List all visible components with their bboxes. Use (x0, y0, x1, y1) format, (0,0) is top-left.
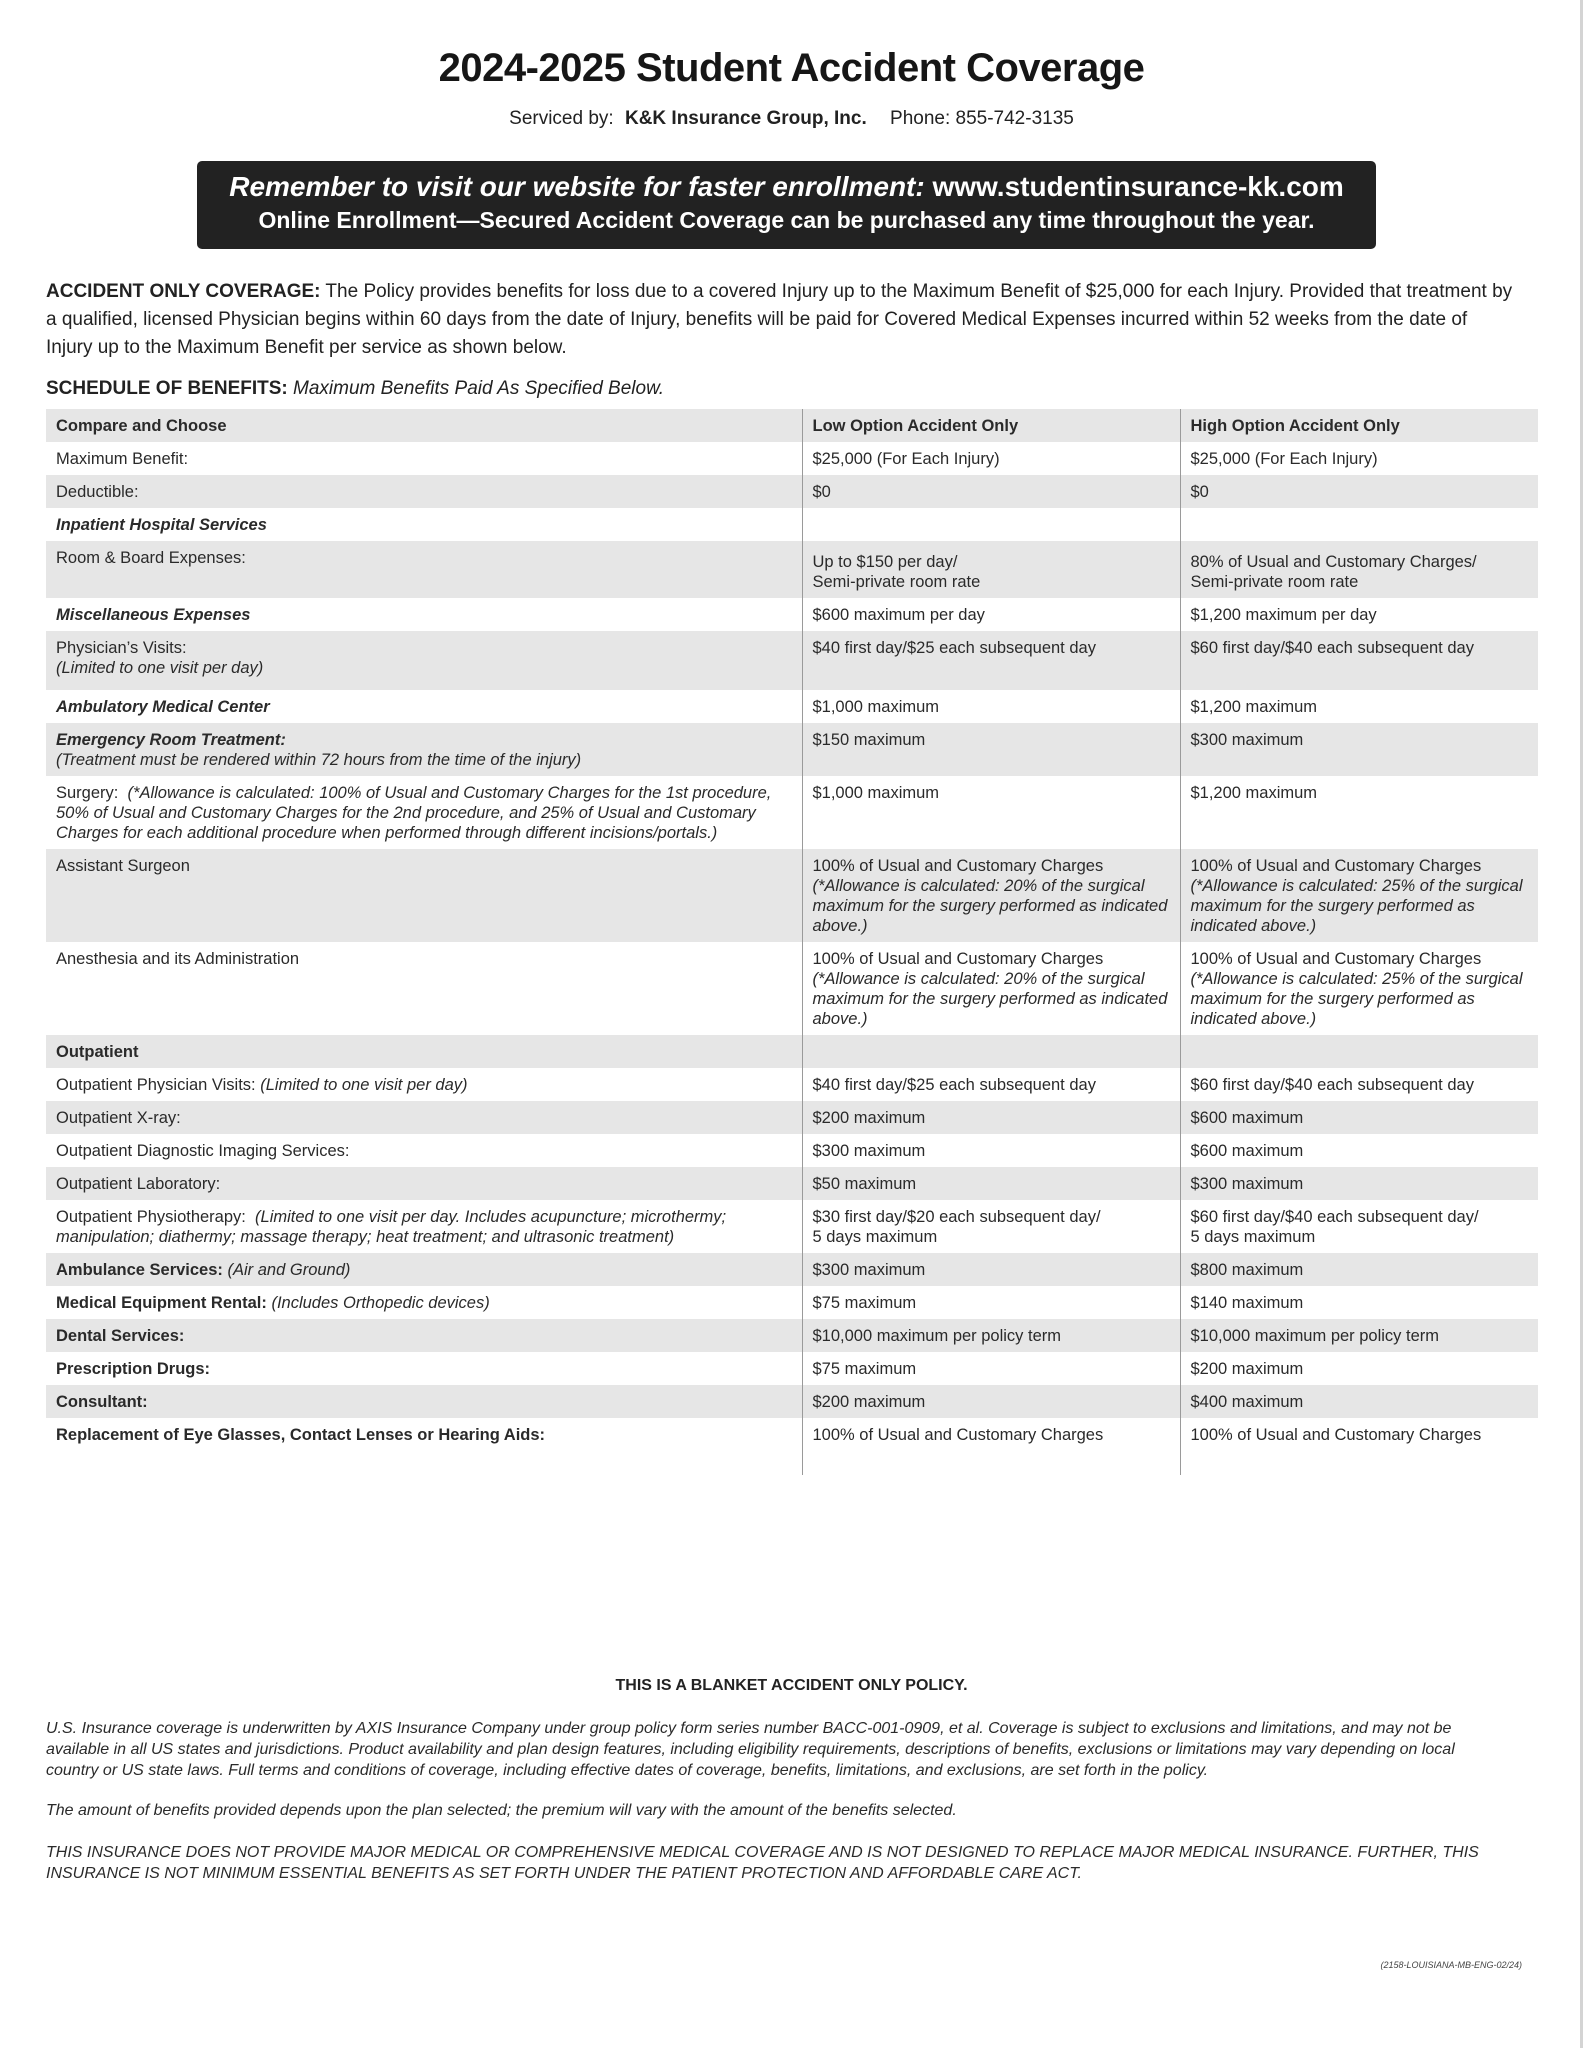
high-line-2: Semi-private room rate (1190, 573, 1359, 591)
low-line-1: 100% of Usual and Customary Charges (812, 857, 1104, 875)
high-value (1180, 1200, 1538, 1253)
header-compare: Compare and Choose (46, 409, 802, 442)
header-high-option: High Option Accident Only (1180, 409, 1538, 442)
row-label: Dental Services: (46, 1319, 802, 1352)
table-row (46, 631, 1538, 690)
high-value (1180, 541, 1538, 598)
section-label: Inpatient Hospital Services (56, 516, 267, 534)
table-row (46, 1167, 1538, 1200)
high-value: $25,000 (For Each Injury) (1190, 450, 1378, 468)
table-row (46, 942, 1538, 1035)
low-value (802, 1200, 1180, 1253)
high-line-1: 80% of Usual and Customary Charges/ (1190, 553, 1477, 571)
high-value: $300 maximum (1180, 1167, 1538, 1200)
low-line-1: Up to $150 per day/ (812, 553, 958, 571)
high-value: $800 maximum (1180, 1253, 1538, 1286)
table-row (46, 1253, 1538, 1286)
high-value: $0 (1180, 475, 1538, 508)
high-value (1180, 942, 1538, 1035)
high-value: $600 maximum (1180, 1101, 1538, 1134)
row-label: Consultant: (46, 1385, 802, 1418)
table-row (46, 1134, 1538, 1167)
low-line-2: Semi-private room rate (812, 573, 981, 591)
label-main: Surgery: (56, 784, 119, 802)
table-section-row (46, 690, 1538, 723)
label-main: Medical Equipment Rental: (56, 1294, 267, 1312)
label-main: Ambulance Services: (56, 1261, 223, 1279)
enrollment-banner (197, 161, 1376, 249)
label-note: (Air and Ground) (227, 1261, 351, 1279)
low-value: $1,000 maximum (802, 776, 1180, 849)
low-value: $150 maximum (802, 723, 1180, 776)
high-line-1: $60 first day/$40 each subsequent day/ (1190, 1208, 1479, 1226)
label-note: (Includes Orthopedic devices) (271, 1294, 490, 1312)
low-line-1: $30 first day/$20 each subsequent day/ (812, 1208, 1101, 1226)
low-value (802, 1035, 1180, 1068)
schedule-subtitle: Maximum Benefits Paid As Specified Below. (293, 378, 665, 399)
row-label (46, 1286, 802, 1319)
table-row (46, 849, 1538, 942)
benefits-table (46, 409, 1538, 1475)
banner-line-2: Online Enrollment—Secured Accident Coverage can be purchased any time throughout the year. (258, 207, 1315, 233)
row-label: Assistant Surgeon (46, 849, 802, 942)
row-label (46, 776, 802, 849)
label-note: (Limited to one visit per day) (260, 1076, 468, 1094)
tail-cell (1180, 1451, 1538, 1475)
section-label: Outpatient (46, 1035, 802, 1068)
label-main: Outpatient Physiotherapy: (56, 1208, 246, 1226)
banner-line-1 (197, 169, 1376, 205)
low-value: $75 maximum (802, 1286, 1180, 1319)
underwriting-disclaimer: U.S. Insurance coverage is underwritten by AXIS Insurance Company under group policy form series number BACC-001-0909, et al. Coverage is subject to exclusions and limitations, and may not be available in all US states and jurisdictions. Product availability and plan design features, including eligibility requirements, descriptions of benefits, exclusions or limitations may vary depending on local country or US state laws. Full terms and conditions of coverage, including effective dates of coverage, benefits, limitations, and exclusions, are set forth in the policy. (46, 1720, 1455, 1779)
table-row (46, 1319, 1538, 1352)
row-label: Anesthesia and its Administration (56, 950, 300, 968)
high-value: $400 maximum (1180, 1385, 1538, 1418)
row-label: Room & Board Expenses: (46, 541, 802, 598)
label-note: (Limited to one visit per day) (56, 659, 264, 677)
high-value: $600 maximum (1190, 1142, 1304, 1160)
phone-number: Phone: 855-742-3135 (890, 108, 1074, 129)
table-row (46, 475, 1538, 508)
low-value (802, 508, 1180, 541)
low-value: 100% of Usual and Customary Charges (802, 1418, 1180, 1451)
table-header-row (46, 409, 1538, 442)
table-section-row (46, 598, 1538, 631)
page-title: 2024-2025 Student Accident Coverage (438, 46, 1145, 90)
high-value (1180, 1035, 1538, 1068)
high-note: (*Allowance is calculated: 25% of the surgical maximum for the surgery performed as indicated above.) (1190, 970, 1523, 1028)
table-row (46, 1068, 1538, 1101)
table-row (46, 442, 1538, 475)
low-value (802, 849, 1180, 942)
table-row (46, 776, 1538, 849)
intro-text: The Policy provides benefits for loss due to a covered Injury up to the Maximum Benefit of $25,000 for each Injury. Provided that treatment by a qualified, licensed Physician begins within 60 days from the date of Injury, benefits will be paid for Covered Medical Expenses incurred within 52 weeks from the date of Injury up to the Maximum Benefit per service as shown below. (46, 281, 1513, 358)
low-value: $600 maximum per day (802, 598, 1180, 631)
high-line-2: 5 days maximum (1190, 1228, 1316, 1246)
section-label: Ambulatory Medical Center (56, 698, 270, 716)
table-row (46, 1286, 1538, 1319)
row-label: Maximum Benefit: (56, 450, 189, 468)
low-value: $25,000 (For Each Injury) (802, 442, 1180, 475)
form-code: (2158-LOUISIANA-MB-ENG-02/24) (1380, 1960, 1522, 1970)
high-line-1: 100% of Usual and Customary Charges (1190, 950, 1482, 968)
low-value: $75 maximum (802, 1352, 1180, 1385)
section-label: Miscellaneous Expenses (56, 606, 251, 624)
label-main: Physician’s Visits: (56, 639, 187, 657)
website-link[interactable]: www.studentinsurance-kk.com (932, 171, 1344, 202)
row-label (46, 1068, 802, 1101)
table-row (46, 541, 1538, 598)
schedule-lead: SCHEDULE OF BENEFITS: (46, 378, 288, 399)
blanket-policy-notice: THIS IS A BLANKET ACCIDENT ONLY POLICY. (615, 1677, 968, 1694)
label-main: Outpatient Physician Visits: (56, 1076, 256, 1094)
high-value (1180, 508, 1538, 541)
label-note: (*Allowance is calculated: 100% of Usual and Customary Charges for the 1st procedure, 50% of Usual and Customary Charges for the 2nd procedure, and 25% of Usual and Customary Charges for each additional procedure when performed through different incisions/portals.) (56, 784, 772, 842)
high-value: $1,200 maximum (1190, 698, 1318, 716)
high-value: $1,200 maximum per day (1190, 606, 1377, 624)
high-value: $200 maximum (1190, 1360, 1304, 1378)
high-value: $10,000 maximum per policy term (1180, 1319, 1538, 1352)
row-label: Replacement of Eye Glasses, Contact Lenses or Hearing Aids: (56, 1426, 546, 1444)
low-note: (*Allowance is calculated: 20% of the surgical maximum for the surgery performed as indicated above.) (812, 970, 1168, 1028)
row-label (46, 1200, 802, 1253)
row-label: Outpatient Laboratory: (46, 1167, 802, 1200)
high-value: 100% of Usual and Customary Charges (1190, 1426, 1482, 1444)
table-row (46, 723, 1538, 776)
low-value: $0 (802, 475, 1180, 508)
schedule-heading (46, 378, 664, 400)
label-note: (Treatment must be rendered within 72 hours from the time of the injury) (56, 751, 582, 769)
low-value: $10,000 maximum per policy term (802, 1319, 1180, 1352)
header-low-option: Low Option Accident Only (802, 409, 1180, 442)
label-main: Emergency Room Treatment: (56, 731, 286, 749)
row-label: Prescription Drugs: (56, 1360, 211, 1378)
table-row (46, 1385, 1538, 1418)
row-label: Deductible: (46, 475, 802, 508)
row-label: Outpatient Diagnostic Imaging Services: (56, 1142, 350, 1160)
table-row (46, 1200, 1538, 1253)
low-line-2: 5 days maximum (812, 1228, 938, 1246)
tail-cell (802, 1451, 1180, 1475)
table-section-row (46, 1035, 1538, 1068)
high-value: $60 first day/$40 each subsequent day (1180, 631, 1538, 690)
low-line-1: 100% of Usual and Customary Charges (812, 950, 1104, 968)
low-value: $50 maximum (802, 1167, 1180, 1200)
high-note: (*Allowance is calculated: 25% of the surgical maximum for the surgery performed as indicated above.) (1190, 877, 1523, 935)
low-note: (*Allowance is calculated: 20% of the surgical maximum for the surgery performed as indicated above.) (812, 877, 1168, 935)
intro-lead: ACCIDENT ONLY COVERAGE: (46, 281, 321, 302)
low-value: $300 maximum (802, 1253, 1180, 1286)
row-label (46, 631, 802, 690)
banner-remind-text: Remember to visit our website for faster enrollment: (229, 171, 925, 202)
table-section-row (46, 508, 1538, 541)
low-value: $300 maximum (802, 1134, 1180, 1167)
label-note: (Limited to one visit per day. Includes acupuncture; microthermy; manipulation; diathermy; massage therapy; heat treatment; and ultrasonic treatment) (56, 1208, 727, 1246)
serviced-label: Serviced by: (509, 108, 614, 129)
low-value: $40 first day/$25 each subsequent day (802, 1068, 1180, 1101)
table-row (46, 1352, 1538, 1385)
low-value: $200 maximum (802, 1101, 1180, 1134)
low-value (802, 942, 1180, 1035)
low-value (802, 541, 1180, 598)
high-value: $60 first day/$40 each subsequent day (1190, 1076, 1474, 1094)
row-label (46, 723, 802, 776)
table-tail-row (46, 1451, 1538, 1475)
row-label (46, 1253, 802, 1286)
tail-cell (46, 1451, 802, 1475)
company-name: K&K Insurance Group, Inc. (624, 108, 867, 129)
high-value: $300 maximum (1180, 723, 1538, 776)
high-value: $1,200 maximum (1190, 784, 1318, 802)
high-value: $140 maximum (1190, 1294, 1304, 1312)
high-line-1: 100% of Usual and Customary Charges (1190, 857, 1482, 875)
accident-coverage-intro (46, 278, 1516, 362)
low-value: $1,000 maximum (802, 690, 1180, 723)
table-row (46, 1418, 1538, 1451)
table-row (46, 1101, 1538, 1134)
major-medical-disclaimer: THIS INSURANCE DOES NOT PROVIDE MAJOR MEDICAL OR COMPREHENSIVE MEDICAL COVERAGE AND IS NOT DESIGNED TO REPLACE MAJOR MEDICAL INSURANCE. FURTHER, THIS INSURANCE IS NOT MINIMUM ESSENTIAL BENEFITS AS SET FORTH UNDER THE PATIENT PROTECTION AND AFFORDABLE CARE ACT. (46, 1844, 1479, 1882)
row-label: Outpatient X-ray: (46, 1101, 802, 1134)
low-value: $40 first day/$25 each subsequent day (802, 631, 1180, 690)
benefits-amount-disclaimer: The amount of benefits provided depends upon the plan selected; the premium will vary with the amount of the benefits selected. (46, 1802, 957, 1819)
high-value (1180, 849, 1538, 942)
low-value: $200 maximum (802, 1385, 1180, 1418)
serviced-by-line (0, 108, 1583, 130)
